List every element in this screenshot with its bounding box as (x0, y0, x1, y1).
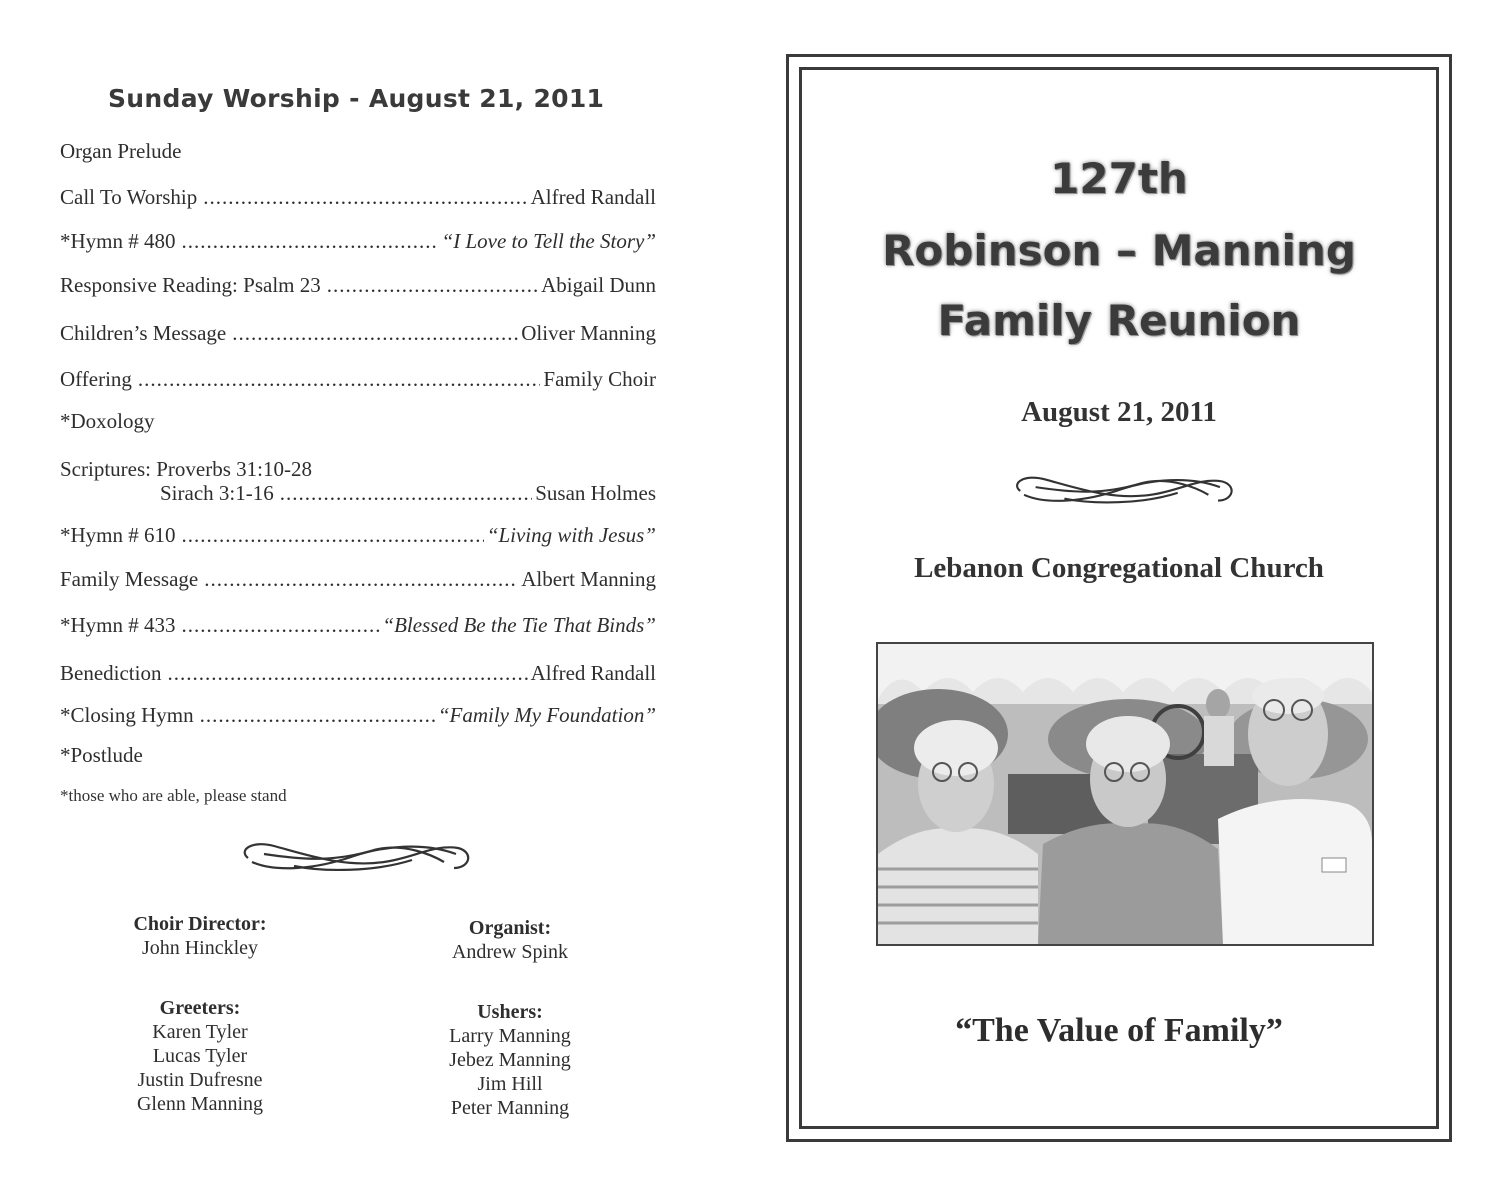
dot-leader (327, 272, 538, 298)
worship-title: Sunday Worship - August 21, 2011 (108, 84, 605, 113)
program-item: *Postlude (60, 743, 143, 767)
worship-program-panel (0, 0, 740, 1200)
dot-leader (182, 228, 439, 254)
program-item: Offering ..... Family Choir (60, 366, 656, 392)
cover-date: August 21, 2011 (1021, 396, 1217, 428)
dot-leader (232, 320, 518, 346)
family-photo (876, 642, 1374, 946)
dot-leader (203, 184, 527, 210)
reunion-title: Family Reunion (937, 296, 1301, 345)
program-item: Family Message ..... Albert Manning (60, 566, 656, 592)
cover-panel (786, 54, 1452, 1142)
dot-leader (280, 480, 533, 506)
program-item: Benediction ..... Alfred Randall (60, 660, 656, 686)
program-item: Children’s Message ..... Oliver Manning (60, 320, 656, 346)
elderly-family-photo-image (878, 644, 1372, 944)
program-item: Responsive Reading: Psalm 23 ..... Abigail Dunn (60, 272, 656, 298)
ushers-block: Ushers: Larry Manning Jebez Manning Jim Hill Peter Manning (449, 1001, 571, 1119)
program-item: *Doxology (60, 409, 155, 433)
program-item: *Hymn # 480 ..... “I Love to Tell the Story” (60, 228, 656, 254)
program-item: Sirach 3:1-16 ..... Susan Holmes (160, 480, 656, 506)
reunion-theme: “The Value of Family” (955, 1012, 1283, 1049)
dot-leader (182, 612, 380, 638)
program-item: Organ Prelude (60, 139, 182, 163)
dot-leader (204, 566, 518, 592)
cover-border (799, 67, 1439, 1129)
program-item: *Hymn # 433 ..... “Blessed Be the Tie That Binds” (60, 612, 656, 638)
dot-leader (200, 702, 435, 728)
organist-block: Organist: Andrew Spink (451, 917, 569, 963)
greeters-block: Greeters: Karen Tyler Lucas Tyler Justin Dufresne Glenn Manning (136, 997, 264, 1115)
program-item: *Hymn # 610 ..... “Living with Jesus” (60, 522, 656, 548)
dot-leader (138, 366, 540, 392)
church-name: Lebanon Congregational Church (914, 552, 1324, 584)
choir-director-block: Choir Director: John Hinckley (133, 913, 267, 959)
dot-leader (167, 660, 527, 686)
flourish-ornament-icon (1004, 466, 1240, 514)
program-item: Call To Worship ..... Alfred Randall (60, 184, 656, 210)
reunion-number: 127th (1050, 154, 1188, 203)
program-item: Scriptures: Proverbs 31:10-28 (60, 457, 312, 481)
standing-footnote: *those who are able, please stand (60, 786, 287, 805)
program-item: *Closing Hymn ..... “Family My Foundation” (60, 702, 656, 728)
dot-leader (182, 522, 484, 548)
flourish-ornament-icon (234, 832, 474, 882)
family-names: Robinson – Manning (882, 226, 1356, 275)
